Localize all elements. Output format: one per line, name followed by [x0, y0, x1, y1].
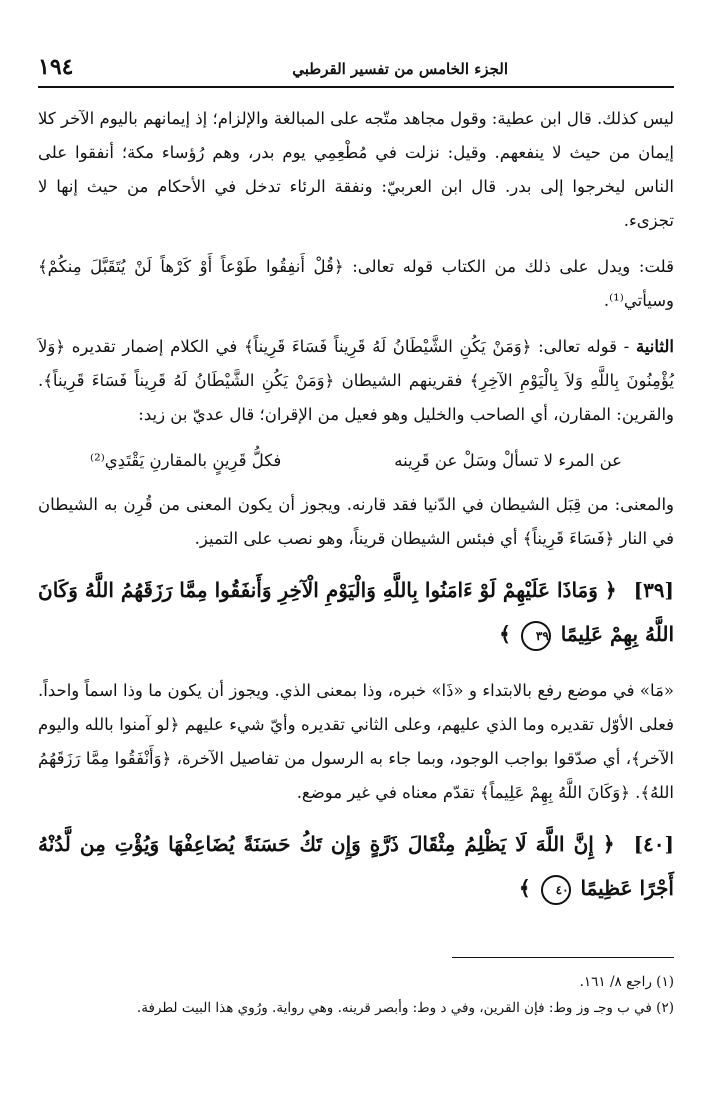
- verse-close-40: ﴾: [518, 876, 531, 900]
- verse-number-39: [٣٩]: [633, 578, 675, 602]
- page-header: [38, 52, 674, 88]
- ayah-end-marker-39: ٣٩: [521, 621, 551, 651]
- poem-verse: [38, 444, 674, 478]
- running-title: الجزء الخامس من تفسير القرطبي: [292, 60, 508, 78]
- page-number: ١٩٤: [38, 54, 74, 80]
- paragraph-3-body: - قوله تعالى: ﴿وَمَنْ يَكُنِ الشَّيْطَانُ لَهُ قَرِيناً فَسَاءَ قَرِيناً﴾ في الكلام إضمار تقديره ﴿وَلاَ يُؤْمِنُونَ بِاللَّهِ وَلاَ بِالْيَوْمِ الآخِرِ﴾ فقرينهم الشيطان ﴿وَمَنْ يَكُنِ الشَّيْطَانُ لَهُ قَرِيناً فَسَاءَ قَرِيناً﴾. والقرين: المقارن، أي الصاحب والخليل وهو فعيل من الإقران؛ قال عديّ بن زيد:: [38, 337, 674, 424]
- paragraph-4: والمعنى: من قِبَل الشيطان في الدّنيا فقد قارنه. ويجوز أن يكون المعنى من قُرِن به الشيطان في النار ﴿فَسَاءَ قَرِيناً﴾ أي فبئس الشيطان قريناً، وهو نصب على التميز.: [38, 495, 674, 548]
- quran-verse-39: [38, 568, 674, 656]
- paragraph-1: ليس كذلك. قال ابن عطية: وقول مجاهد متّجه على المبالغة والإلزام؛ إذ إيمانهم باليوم الآخر كلا إيمان من حيث لا ينفعهم. وقيل: نزلت في مُطْعِمِي يوم بدر، وهم رُؤساء مكة؛ أنفقوا على الناس ليخرجوا إلى بدر. قال ابن العربيّ: ونفقة الرئاء تدخل في الأحكام من حيث إنها لا تجزىء.: [38, 109, 674, 230]
- footnote-divider: [452, 957, 674, 958]
- footnote-2: (٢) في ب وجـ وز وط: فإن القرين، وفي د وط: وأبصر قرينه. وهي رواية. ورُوي هذا البيت لطرفة.: [136, 1000, 674, 1016]
- paragraph-2: قلت: ويدل على ذلك من الكتاب قوله تعالى: ﴿قُلْ أَنفِقُوا طَوْعاً أَوْ كَرْهاً لَنْ يُتَقَبَّلَ مِنكُمْ﴾ وسيأتي⁽¹⁾.: [38, 257, 674, 310]
- paragraph-3: [38, 330, 674, 432]
- poem-hemistich-right: عن المرء لا تسألْ وسَلْ عن قَرِينه: [394, 451, 622, 470]
- footnotes: [38, 969, 674, 1021]
- footnote-1: (١) راجع ٨/ ١٦١.: [579, 974, 674, 990]
- verse-text-39: ﴿ وَمَاذَا عَلَيْهِمْ لَوْ ءَامَنُوا بِاللَّهِ وَالْيَوْمِ الْآخِرِ وَأَنفَقُوا مِمَّا رَزَقَهُمُ اللَّهُ وَكَانَ اللَّهُ بِهِمْ عَلِيمًا: [38, 578, 674, 646]
- verse-close-39: ﴾: [499, 622, 511, 646]
- paragraph-5: «مَا» في موضع رفع بالابتداء و «ذَا» خبره، وذا بمعنى الذي. ويجوز أن يكون ما وذا اسماً واحداً. فعلى الأوّل تقديره وما الذي عليهم، وعلى الثاني تقديره وأيّ شيء عليهم ﴿لو آمنوا بالله واليوم الآخر﴾، أي صدّقوا بواجب الوجود، وبما جاء به الرسول من تفاصيل الآخرة، ﴿وَأَنْفَقُوا مِمَّا رَزَقَهُمُ اللهُ﴾. ﴿وَكَانَ اللَّهُ بِهِمْ عَلِيماً﴾ تقدّم معناه في غير موضع.: [38, 681, 674, 802]
- quran-verse-40: [38, 822, 674, 910]
- verse-text-40: ﴿ إِنَّ اللَّهَ لَا يَظْلِمُ مِثْقَالَ ذَرَّةٍ وَإِن تَكُ حَسَنَةً يُضَاعِفْهَا وَيُؤْتِ مِن لَّدُنْهُ أَجْرًا عَظِيمًا: [38, 832, 674, 900]
- ayah-end-marker-40: ٤٠: [541, 875, 571, 905]
- verse-number-40: [٤٠]: [633, 832, 674, 856]
- book-page: [38, 52, 674, 1062]
- section-lead: الثانية: [635, 337, 674, 356]
- poem-hemistich-left: فكلُّ قَرِينٍ بالمقارنِ يَقْتَدِي⁽²⁾: [90, 451, 282, 470]
